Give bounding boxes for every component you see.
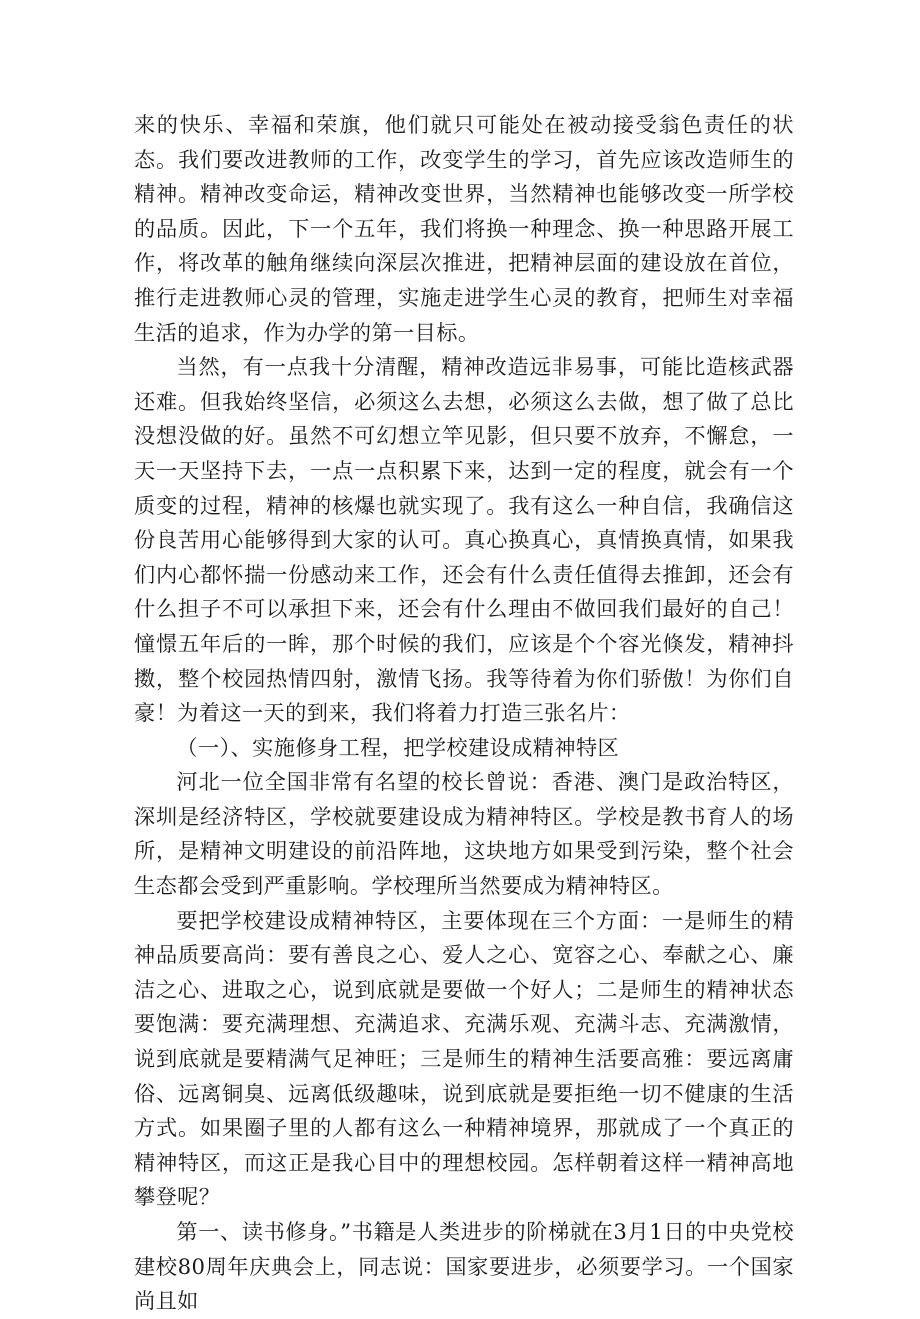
paragraph-4: 要把学校建设成精神特区，主要体现在三个方面：一是师生的精神品质要高尚：要有善良之心、爱人之心、宽容之心、奉献之心、廉洁之心、进取之心，说到底就是要做一个好人；二是师生的精神状态要饱满：要充满理想、充满追求、充满乐观、充满斗志、充满激情，说到底就是要精满气足神旺；三是师生的精神生活要高雅：要远离庸俗、远离铜臭、远离低级趣味，说到底就是要拒绝一切不健康的生活方式。如果圈子里的人都有这么一种精神境界，那就成了一个真正的精神特区，而这正是我心目中的理想校园。怎样朝着这样一精神高地攀登呢？ <box>134 907 794 1210</box>
paragraph-5: 第一、读书修身。”书籍是人类进步的阶梯就在3月1日的中央党校建校80周年庆典会上，同志说：国家要进步，必须要学习。一个国家尚且如 <box>134 1219 794 1314</box>
section-heading: （一）、实施修身工程，把学校建设成精神特区 <box>176 734 620 760</box>
paragraph-2: 当然，有一点我十分清醒，精神改造远非易事，可能比造核武器还难。但我始终坚信，必须这么去想，必须这么去做，想了做了总比没想没做的好。虽然不可幻想立竿见影，但只要不放弃，不懈怠，一天一天坚持下去，一点一点积累下来，达到一定的程度，就会有一个质变的过程，精神的核爆也就实现了。我有这么一种自信，我确信这份良苦用心能够得到大家的认可。真心换真心，真情换真情，如果我们内心都怀揣一份感动来工作，还会有什么责任值得去推卸，还会有什么担子不可以承担下来，还会有什么理由不做回我们最好的自己！憧憬五年后的一眸，那个时候的我们，应该是个个容光倏发，精神抖擞，整个校园热情四射，激情飞扬。我等待着为你们骄傲！为你们自豪！为着这一天的到来，我们将着力打造三张名片： <box>134 354 794 726</box>
paragraph-3: 河北一位全国非常有名望的校长曾说：香港、澳门是政治特区，深圳是经济特区，学校就要建设成为精神特区。学校是教书育人的场所，是精神文明建设的前沿阵地，这块地方如果受到污染，整个社会生态都会受到严重影响。学校理所当然要成为精神特区。 <box>134 769 794 899</box>
document-page <box>134 108 794 1319</box>
paragraph-1: 来的快乐、幸福和荣旗，他们就只可能处在被动接受翁色责任的状态。我们要改进教师的工作，改变学生的学习，首先应该改造师生的精神。精神改变命运，精神改变世界，当然精神也能够改变一所学校的品质。因此，下一个五年，我们将换一种理念、换一种思路开展工作，将改革的触角继续向深层次推进，把精神层面的建设放在首位，推行走进教师心灵的管理，实施走进学生心灵的教育，把师生对幸福生活的追求，作为办学的第一目标。 <box>134 112 794 345</box>
